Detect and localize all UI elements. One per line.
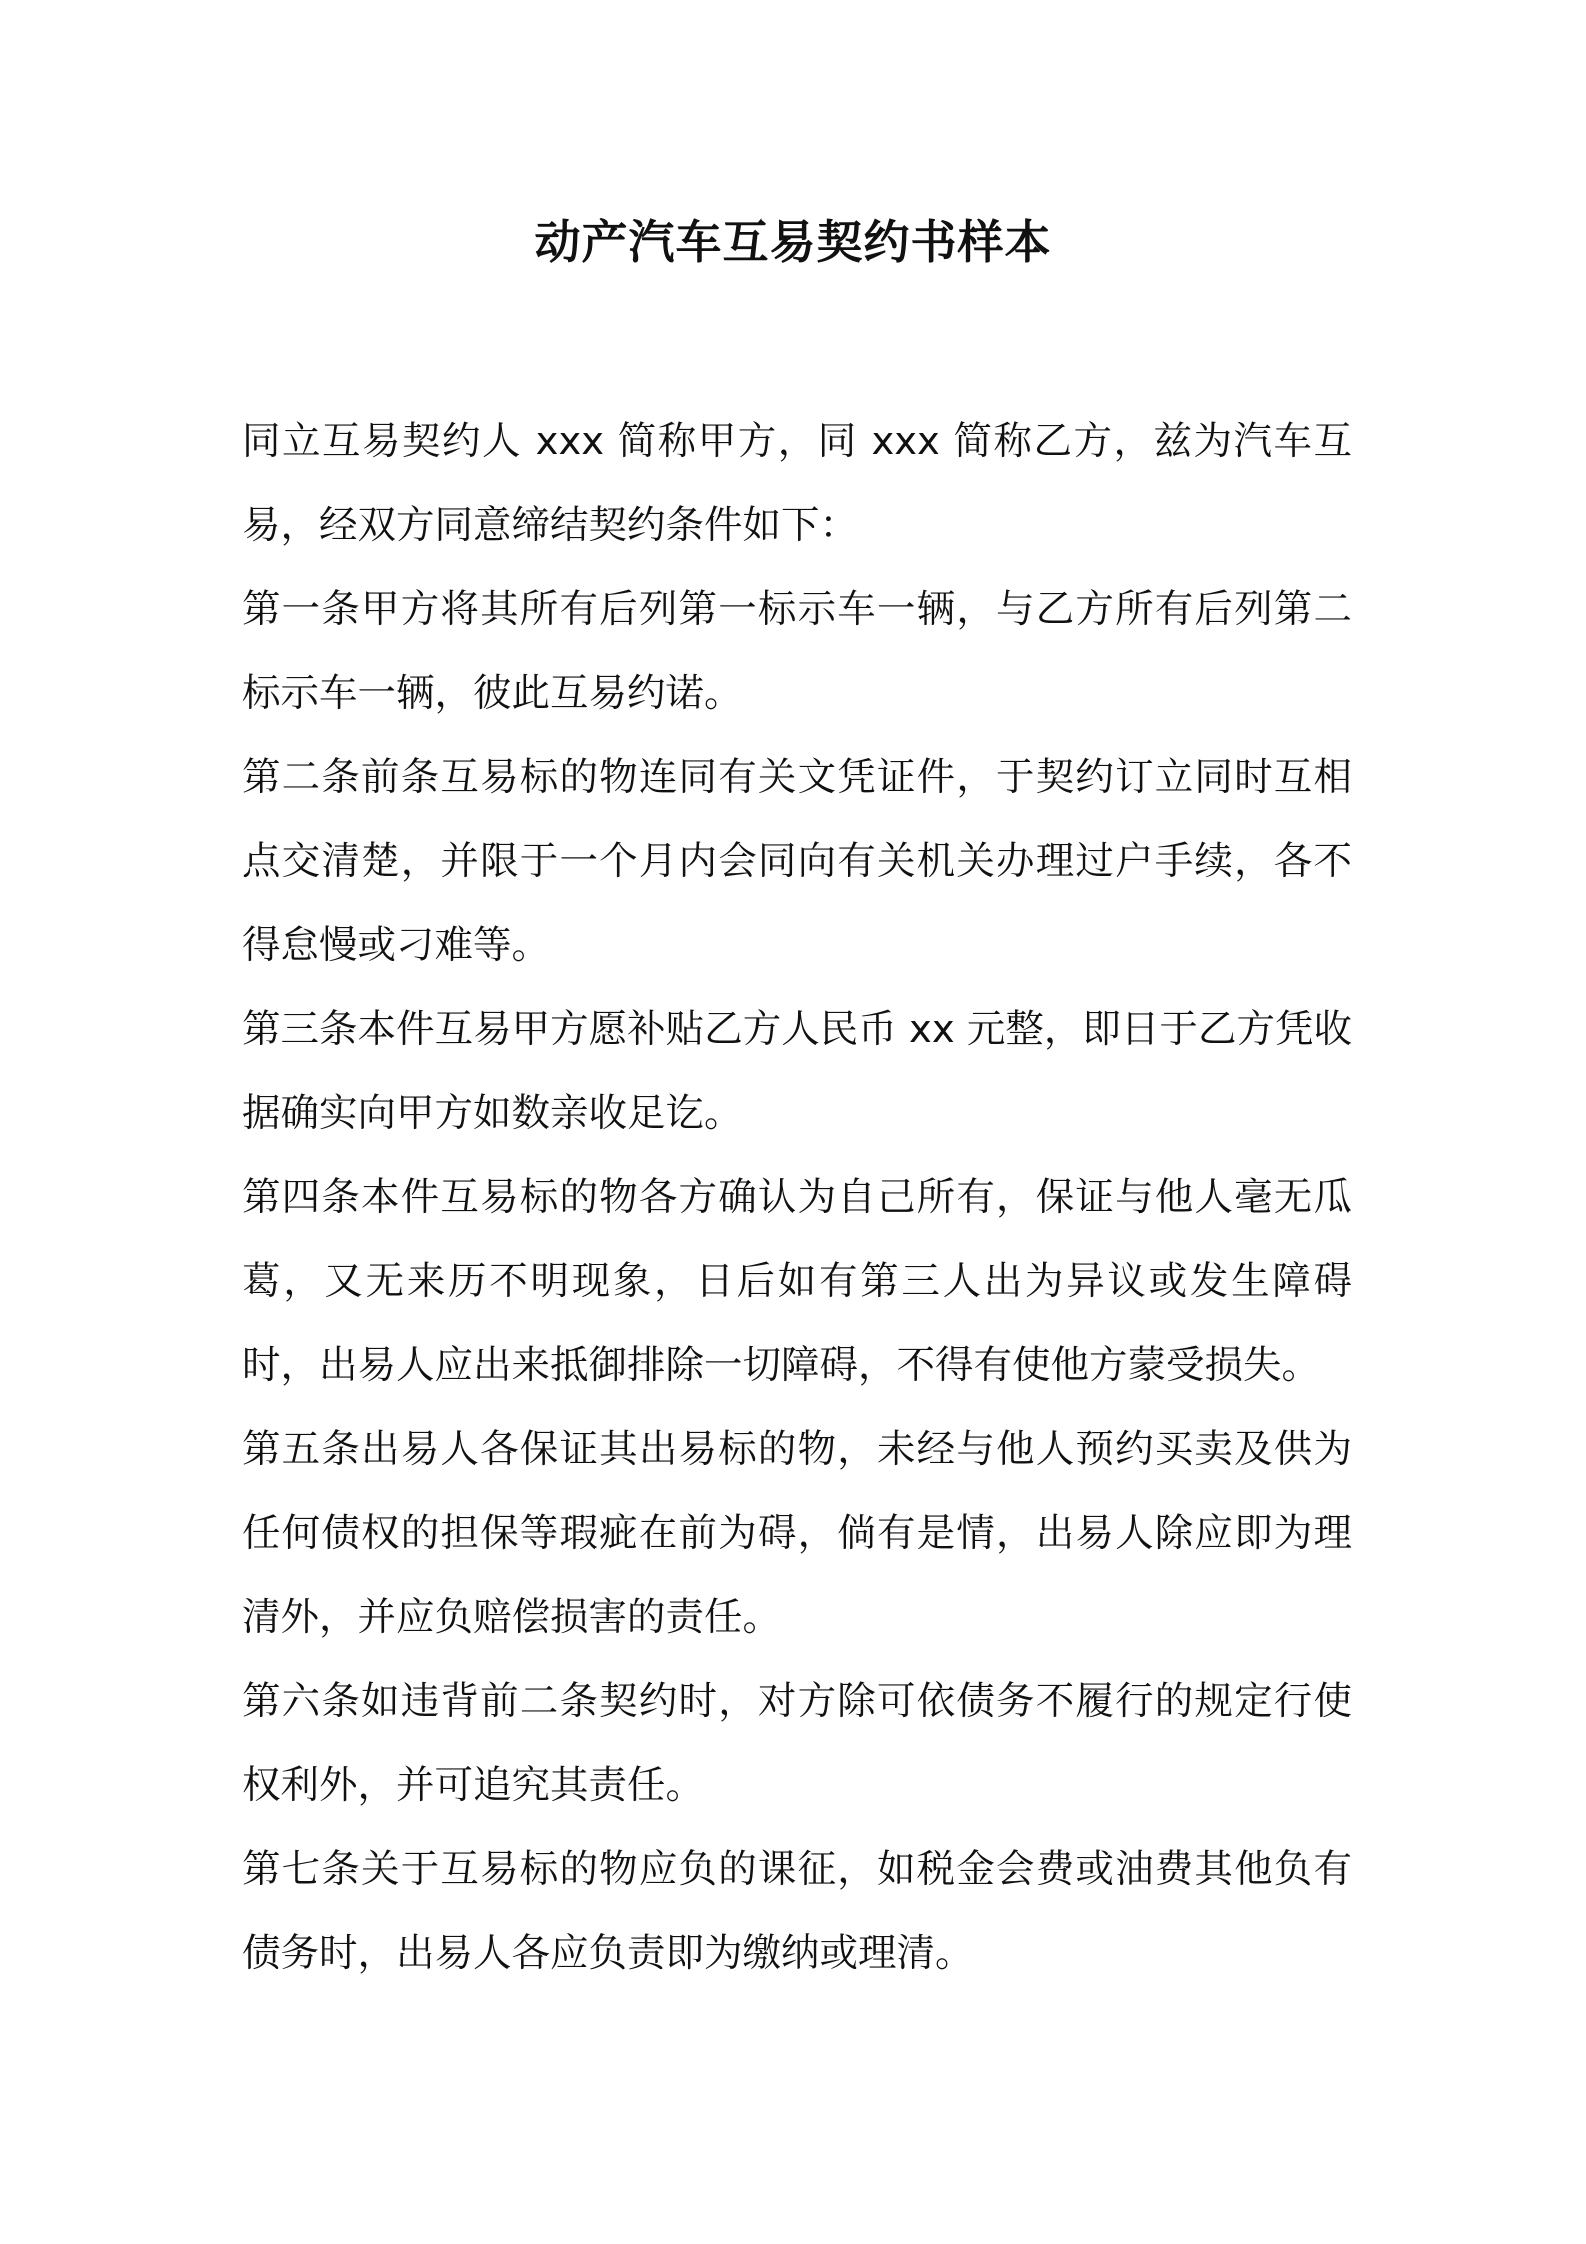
document-body — [242, 400, 1352, 1996]
paragraph-article-6: 第六条如违背前二条契约时，对方除可依债务不履行的规定行使权利外，并可追究其责任。 — [242, 1679, 1352, 1808]
paragraph-article-1: 第一条甲方将其所有后列第一标示车一辆，与乙方所有后列第二标示车一辆，彼此互易约诺。 — [242, 587, 1352, 716]
paragraph-article-4: 第四条本件互易标的物各方确认为自己所有，保证与他人毫无瓜葛，又无来历不明现象，日后如有第三人出为异议或发生障碍时，出易人应出来抵御排除一切障碍，不得有使他方蒙受损失。 — [242, 1175, 1352, 1388]
paragraph-article-3: 第三条本件互易甲方愿补贴乙方人民币 xx 元整，即日于乙方凭收据确实向甲方如数亲收足讫。 — [242, 1007, 1352, 1136]
paragraph-article-2: 第二条前条互易标的物连同有关文凭证件，于契约订立同时互相点交清楚，并限于一个月内会同向有关机关办理过户手续，各不得怠慢或刁难等。 — [242, 755, 1352, 968]
paragraph-article-7: 第七条关于互易标的物应负的课征，如税金会费或油费其他负有债务时，出易人各应负责即为缴纳或理清。 — [242, 1847, 1352, 1976]
document-title: 动产汽车互易契约书样本 — [534, 215, 1052, 269]
paragraph-article-5: 第五条出易人各保证其出易标的物，未经与他人预约买卖及供为任何债权的担保等瑕疵在前为碍，倘有是情，出易人除应即为理清外，并应负赔偿损害的责任。 — [242, 1427, 1352, 1640]
paragraph-intro: 同立互易契约人 xxx 简称甲方，同 xxx 简称乙方，兹为汽车互易，经双方同意缔结契约条件如下： — [242, 419, 1352, 548]
